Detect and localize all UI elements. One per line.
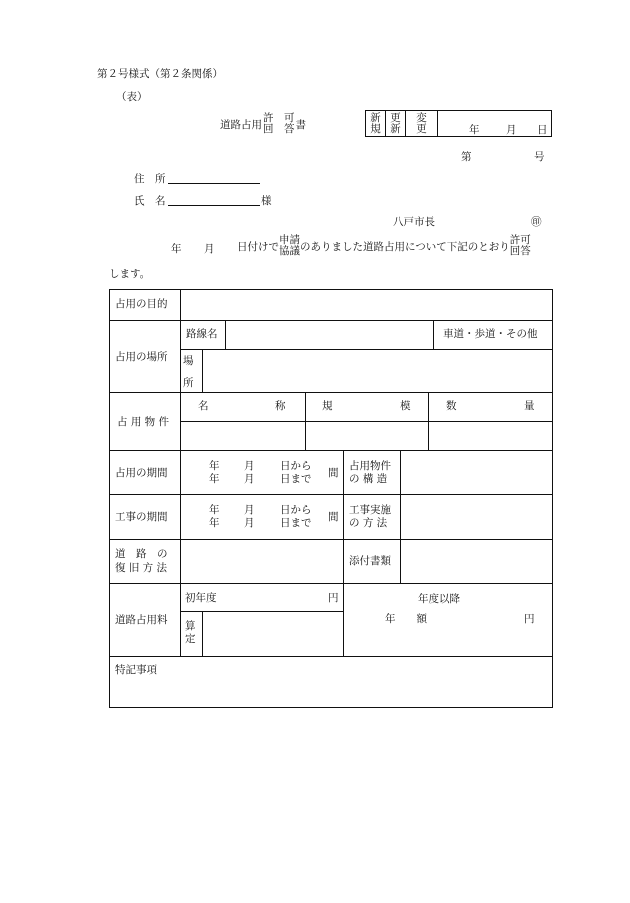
fee-label: 道路占用料 xyxy=(115,614,168,626)
special-notes-label: 特記事項 xyxy=(115,664,157,676)
application-table: 占用の目的 占用の場所 路線名 車道・歩道・その他 場 所 占 用 物 件 名 称 規 模 数 量 占用の期間 年 月 日から 年 月 日まで 間 占用物件 の 構 造 工事の期間 年 月 日から 年 月 日まで 間 工事実施 の 方 法 道 路 の 復 旧 方 法 添付書類 道路占用料 初年度 円 算 定 年度以降 年 額 円 特記事項 xyxy=(109,289,553,708)
col-qty-2: 量 xyxy=(524,400,535,412)
annual-label: 年 額 xyxy=(385,613,427,625)
number-dai: 第 xyxy=(461,151,472,163)
body-sentence: 日付けで 申請 協議 のありました道路占用について下記のとおり 許可 回答 xyxy=(237,234,531,257)
body-month: 月 xyxy=(204,243,215,255)
first-year-label: 初年度 xyxy=(185,592,217,604)
body-year: 年 xyxy=(171,243,182,255)
structure-label-2: の 構 造 xyxy=(349,473,388,485)
number-go: 号 xyxy=(534,151,545,163)
title-option-permit: 許 可 xyxy=(263,112,295,124)
period-label: 占用の期間 xyxy=(115,467,168,479)
body-end: します。 xyxy=(109,268,151,280)
place-small-1: 場 xyxy=(183,355,194,367)
issuer-title: 八戸市長 xyxy=(393,216,435,228)
address-field[interactable] xyxy=(168,170,260,184)
col-name-1: 名 xyxy=(198,400,209,412)
restore-label-2: 復 旧 方 法 xyxy=(115,562,168,574)
body-option-apply: 申請 xyxy=(279,234,300,246)
place-small-2: 所 xyxy=(183,377,194,389)
purpose-field[interactable] xyxy=(182,292,550,319)
calc-2: 定 xyxy=(185,633,196,645)
annual-yen: 円 xyxy=(524,613,535,625)
body-option-consult: 協議 xyxy=(279,245,300,257)
date-year: 年 xyxy=(469,124,480,136)
place-field[interactable] xyxy=(204,351,550,391)
application-type-box xyxy=(365,110,552,137)
object-label: 占 用 物 件 xyxy=(117,416,170,428)
col-spec-2: 模 xyxy=(400,400,411,412)
col-qty-1: 数 xyxy=(446,400,457,412)
method-label-2: の 方 法 xyxy=(349,517,388,529)
address-label: 住 所 xyxy=(134,173,166,185)
seal-mark: ㊞ xyxy=(531,216,542,228)
date-month: 月 xyxy=(506,124,517,136)
honorific: 様 xyxy=(261,195,272,207)
form-number: 第２号様式（第２条関係） xyxy=(97,68,223,80)
date-day: 日 xyxy=(537,124,548,136)
structure-label-1: 占用物件 xyxy=(349,460,391,472)
col-spec-1: 規 xyxy=(322,400,333,412)
name-field[interactable] xyxy=(168,192,260,206)
next-years-label: 年度以降 xyxy=(418,593,460,605)
type-renew: 更 新 xyxy=(386,111,406,136)
restore-label-1: 道 路 の xyxy=(115,548,168,560)
body-option-reply: 回答 xyxy=(509,245,531,257)
route-label: 路線名 xyxy=(186,328,218,340)
side-label: （表） xyxy=(116,91,148,103)
method-label-1: 工事実施 xyxy=(349,504,391,516)
construction-period-label: 工事の期間 xyxy=(115,511,168,523)
title-option-reply: 回 答 xyxy=(263,123,295,135)
first-year-yen: 円 xyxy=(328,592,339,604)
title-suffix: 書 xyxy=(295,118,306,131)
road-type: 車道・歩道・その他 xyxy=(443,328,538,340)
purpose-label: 占用の目的 xyxy=(115,298,168,310)
type-new: 新 規 xyxy=(366,111,386,136)
name-label: 氏 名 xyxy=(134,195,166,207)
special-notes-field[interactable] xyxy=(112,680,550,706)
place-label: 占用の場所 xyxy=(115,351,168,363)
route-field[interactable] xyxy=(227,322,431,348)
attach-label: 添付書類 xyxy=(349,555,391,567)
col-name-2: 称 xyxy=(275,400,286,412)
document-title xyxy=(220,113,306,135)
calc-1: 算 xyxy=(185,620,196,632)
title-prefix: 道路占用 xyxy=(220,118,262,131)
type-change: 変 更 xyxy=(406,111,438,136)
body-option-permit: 許可 xyxy=(509,234,531,246)
